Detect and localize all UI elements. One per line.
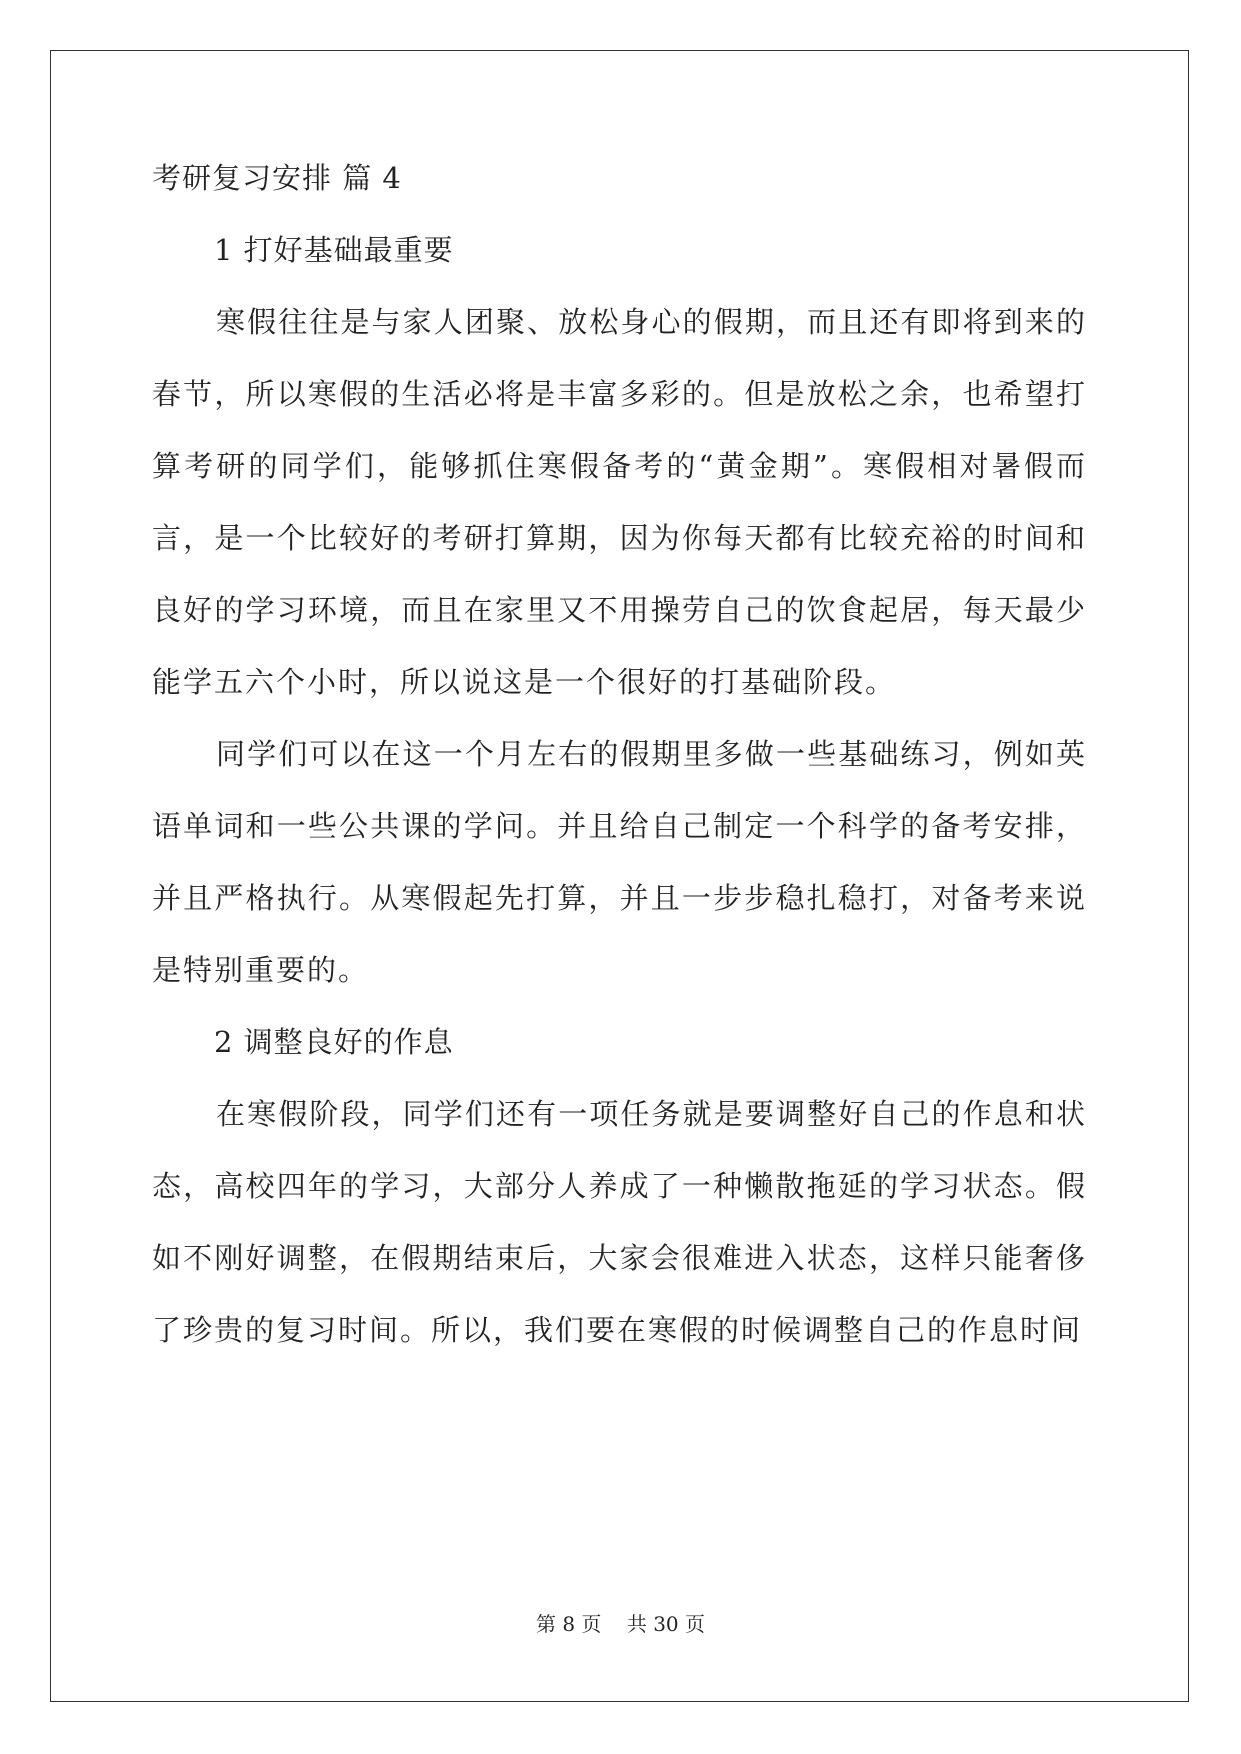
paragraph: 同学们可以在这一个月左右的假期里多做一些基础练习，例如英语单词和一些公共课的学问。并且给自己制定一个科学的备考安排，并且严格执行。从寒假起先打算，并且一步步稳扎稳打，对备考来说是特别重要的。	[152, 737, 1087, 987]
page-number-footer: 第 8 页 共 30 页	[535, 1612, 706, 1636]
section-heading: 2 调整良好的作息	[214, 1025, 454, 1059]
paragraph: 在寒假阶段，同学们还有一项任务就是要调整好自己的作息和状态，高校四年的学习，大部分人养成了一种懒散拖延的学习状态。假如不刚好调整，在假期结束后，大家会很难进入状态，这样只能奢侈了珍贵的复习时间。所以，我们要在寒假的时候调整自己的作息时间	[152, 1097, 1087, 1347]
document-title: 考研复习安排 篇 4	[152, 161, 402, 195]
section-1	[152, 232, 1087, 1006]
document-body	[152, 160, 1087, 1366]
section-2	[152, 1024, 1087, 1366]
section-heading: 1 打好基础最重要	[214, 233, 454, 267]
paragraph: 寒假往往是与家人团聚、放松身心的假期，而且还有即将到来的春节，所以寒假的生活必将是丰富多彩的。但是放松之余，也希望打算考研的同学们，能够抓住寒假备考的“黄金期”。寒假相对暑假而言，是一个比较好的考研打算期，因为你每天都有比较充裕的时间和良好的学习环境，而且在家里又不用操劳自己的饮食起居，每天最少能学五六个小时，所以说这是一个很好的打基础阶段。	[152, 305, 1087, 699]
